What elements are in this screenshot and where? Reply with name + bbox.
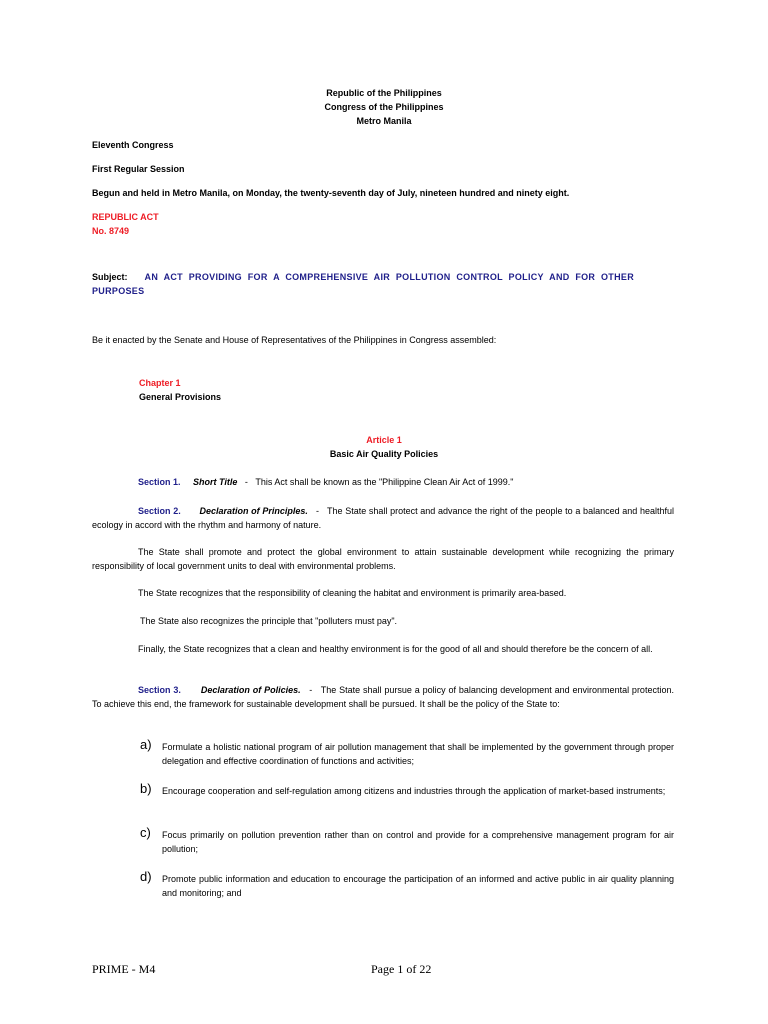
article-title: Basic Air Quality Policies [329,449,439,459]
republic-act-label: REPUBLIC ACT [92,212,159,222]
section-2 [92,504,674,532]
list-item-letter: b) [140,781,152,796]
section-1 [92,475,674,489]
header-location: Metro Manila [356,116,412,126]
section-text: The State shall pursue a policy of balancing development and environmental protection. To achieve this end, the framework for sustainable development shall be pursued. It shall be the policy of the State to: [92,685,674,709]
section-dash: - [309,685,313,695]
article-label: Article 1 [366,435,402,445]
section-text: The State shall protect and advance the right of the people to a balanced and healthful ecology in accord with the rhythm and harmony of nature. [92,506,674,530]
section-title: Short Title [193,477,238,487]
paragraph: The State shall promote and protect the global environment to attain sustainable development while recognizing the primary responsibility of local government units to deal with environmental problems. [92,547,674,571]
subject-text: AN ACT PROVIDING FOR A COMPREHENSIVE AIR POLLUTION CONTROL POLICY AND FOR OTHER PURPOSES [92,272,634,296]
paragraph: The State recognizes that the responsibility of cleaning the habitat and environment is primarily area-based. [138,588,567,598]
republic-act-number: No. 8749 [92,226,130,236]
list-item: Formulate a holistic national program of air pollution management that shall be implemented by the government through proper delegation and effective coordination of functions and activities; [162,742,674,766]
paragraph: The State also recognizes the principle that "polluters must pay". [140,616,398,626]
subject-label: Subject: [92,272,128,282]
subject [92,270,634,298]
section-label: Section 2. [138,506,181,516]
chapter-label: Chapter 1 [139,378,181,388]
list-item: Promote public information and education to encourage the participation of an informed and active public in air quality planning and monitoring; and [162,874,674,898]
section-label: Section 3. [138,685,181,695]
paragraph: Finally, the State recognizes that a clean and healthy environment is for the good of all and should therefore be the concern of all. [138,644,653,654]
section-dash: - [315,506,319,516]
list-item-letter: a) [140,737,152,752]
chapter-title: General Provisions [139,392,222,402]
list-item: Focus primarily on pollution prevention rather than on control and provide for a comprehensive management program for air pollution; [162,830,674,854]
congress-label: Eleventh Congress [92,140,174,150]
enacting-clause: Be it enacted by the Senate and House of Representatives of the Philippines in Congress assembled: [92,335,497,345]
session-label: First Regular Session [92,164,185,174]
section-3 [92,683,674,711]
section-title: Declaration of Policies. [200,685,301,695]
section-title: Declaration of Principles. [199,506,308,516]
list-item-letter: d) [140,869,152,884]
page-number: Page 1 of 22 [371,962,432,976]
section-text: This Act shall be known as the "Philippine Clean Air Act of 1999." [255,477,514,487]
section-label: Section 1. [138,477,181,487]
header-congress: Congress of the Philippines [324,102,444,112]
footer-left: PRIME - M4 [92,962,156,976]
begun-statement: Begun and held in Metro Manila, on Monday, the twenty-seventh day of July, nineteen hundred and ninety eight. [92,188,570,198]
header-republic: Republic of the Philippines [326,88,442,98]
section-dash: - [244,477,248,487]
list-item-letter: c) [140,825,151,840]
list-item: Encourage cooperation and self-regulation among citizens and industries through the application of market-based instruments; [162,786,666,796]
